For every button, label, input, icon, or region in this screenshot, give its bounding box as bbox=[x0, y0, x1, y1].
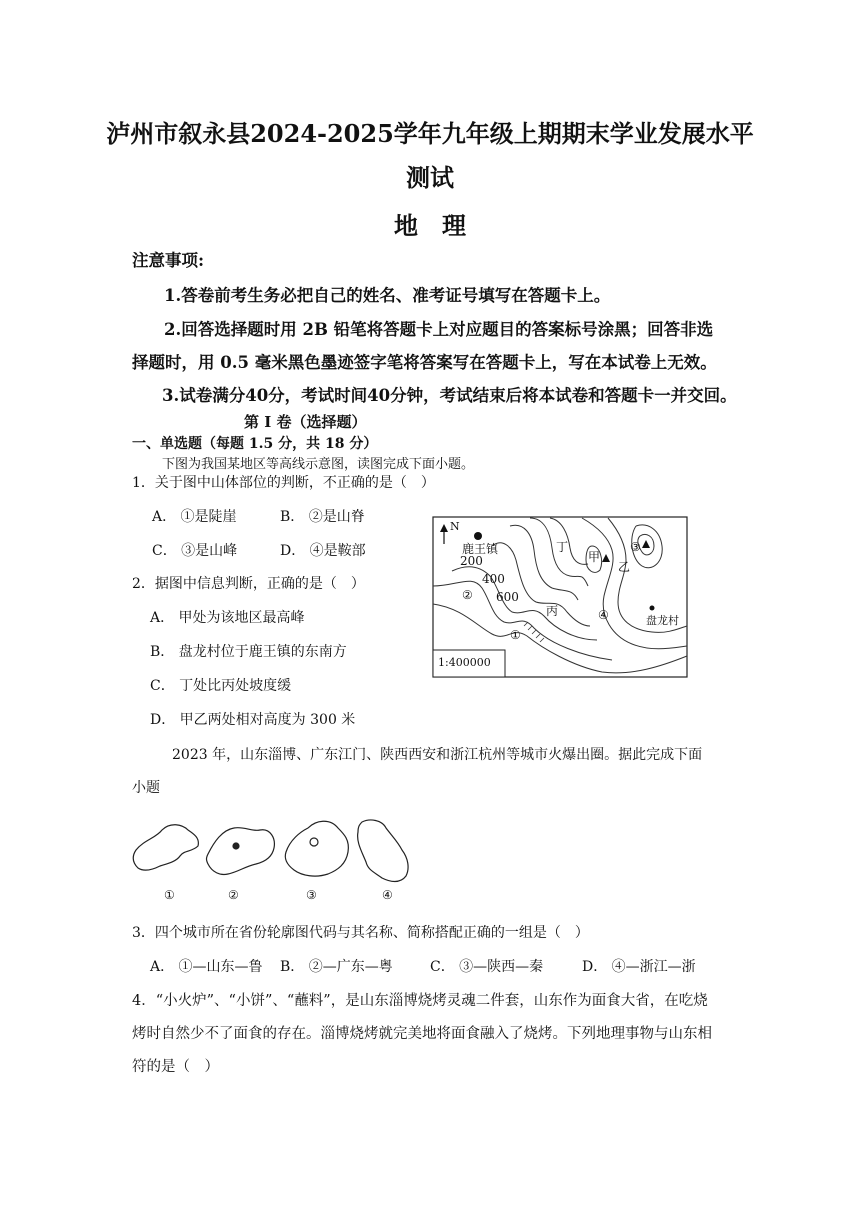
intro-text: 下图为我国某地区等高线示意图，读图完成下面小题。 bbox=[162, 457, 475, 472]
question-2-stem: 2．据图中信息判断，正确的是（ ） bbox=[132, 576, 365, 592]
question-1-stem: 1．关于图中山体部位的判断，不正确的是（ ） bbox=[132, 475, 435, 491]
q1-option-c[interactable]: C． ③是山峰 bbox=[152, 543, 238, 559]
outline-label-3: ③ bbox=[306, 888, 317, 902]
notice-item-2: 2.回答选择题时用 2B 铅笔将答题卡上对应题目的答案标号涂黑；回答非选 bbox=[164, 320, 714, 339]
exam-title-line2: 测试 bbox=[406, 163, 454, 192]
q3-option-b[interactable]: B． ②—广东—粤 bbox=[280, 959, 393, 975]
outline-label-2: ② bbox=[228, 888, 239, 902]
exam-title: 泸州市叙永县2024-2025学年九年级上期期末学业发展水平 bbox=[106, 119, 754, 148]
question-3-stem: 3．四个城市所在省份轮廓图代码与其名称、简称搭配正确的一组是（ ） bbox=[132, 925, 589, 941]
label-yi: 乙 bbox=[618, 560, 631, 574]
marker-1: ① bbox=[510, 628, 521, 642]
village-label: 盘龙村 bbox=[646, 614, 679, 627]
marker-3: ③ bbox=[630, 540, 641, 554]
outline-label-4: ④ bbox=[382, 888, 393, 902]
q3-option-a[interactable]: A． ①—山东—鲁 bbox=[150, 959, 263, 975]
question-4-line1: 4．“小火炉”、“小饼”、“蘸料”，是山东淄博烧烤灵魂二件套，山东作为面食大省，在吃烧 bbox=[132, 993, 708, 1009]
notice-item-1: 1.答卷前考生务必把自己的姓名、准考证号填写在答题卡上。 bbox=[164, 286, 611, 305]
intro-text-2-cont: 小题 bbox=[132, 780, 160, 796]
q2-option-d[interactable]: D． 甲乙两处相对高度为 300 米 bbox=[150, 712, 356, 728]
q3-option-d[interactable]: D． ④—浙江—浙 bbox=[582, 959, 696, 975]
label-bing: 丙 bbox=[546, 604, 559, 618]
q1-option-a[interactable]: A． ①是陡崖 bbox=[152, 509, 237, 525]
marker-4: ④ bbox=[598, 608, 609, 622]
contour-600-label: 600 bbox=[496, 590, 519, 604]
q2-option-b[interactable]: B． 盘龙村位于鹿王镇的东南方 bbox=[150, 644, 347, 660]
outline-label-1: ① bbox=[164, 888, 175, 902]
province-outlines bbox=[130, 812, 420, 908]
north-label: N bbox=[450, 520, 460, 533]
town-label: 鹿王镇 bbox=[462, 542, 499, 556]
contour-400-label: 400 bbox=[482, 572, 505, 586]
contour-200-label: 200 bbox=[460, 554, 483, 568]
label-jia: 甲 bbox=[588, 550, 601, 564]
q3-option-c[interactable]: C． ③—陕西—秦 bbox=[430, 959, 544, 975]
q2-option-c[interactable]: C． 丁处比丙处坡度缓 bbox=[150, 678, 292, 694]
marker-2: ② bbox=[462, 588, 473, 602]
notice-item-3: 3.试卷满分40分，考试时间40分钟，考试结束后将本试卷和答题卡一并交回。 bbox=[162, 386, 737, 405]
label-ding: 丁 bbox=[556, 540, 569, 554]
q2-option-a[interactable]: A． 甲处为该地区最高峰 bbox=[150, 610, 305, 626]
notice-heading: 注意事项: bbox=[132, 251, 205, 270]
question-4-line2: 烤时自然少不了面食的存在。淄博烧烤就完美地将面食融入了烧烤。下列地理事物与山东相 bbox=[132, 1026, 712, 1042]
subject-title: 地 理 bbox=[394, 211, 466, 240]
part-title: 第 I 卷（选择题） bbox=[244, 413, 367, 431]
q1-option-d[interactable]: D． ④是鞍部 bbox=[280, 543, 366, 559]
section-heading: 一、单选题（每题 1.5 分，共 18 分） bbox=[132, 436, 378, 452]
notice-item-2-cont: 择题时，用 0.5 毫米黑色墨迹签字笔将答案写在答题卡上，写在本试卷上无效。 bbox=[132, 353, 717, 372]
scale-label: 1:400000 bbox=[438, 656, 491, 669]
intro-text-2: 2023 年，山东淄博、广东江门、陕西西安和浙江杭州等城市火爆出圈。据此完成下面 bbox=[172, 747, 703, 763]
question-4-line3: 符的是（ ） bbox=[132, 1059, 219, 1075]
q1-option-b[interactable]: B． ②是山脊 bbox=[280, 509, 365, 525]
contour-map bbox=[432, 516, 688, 678]
